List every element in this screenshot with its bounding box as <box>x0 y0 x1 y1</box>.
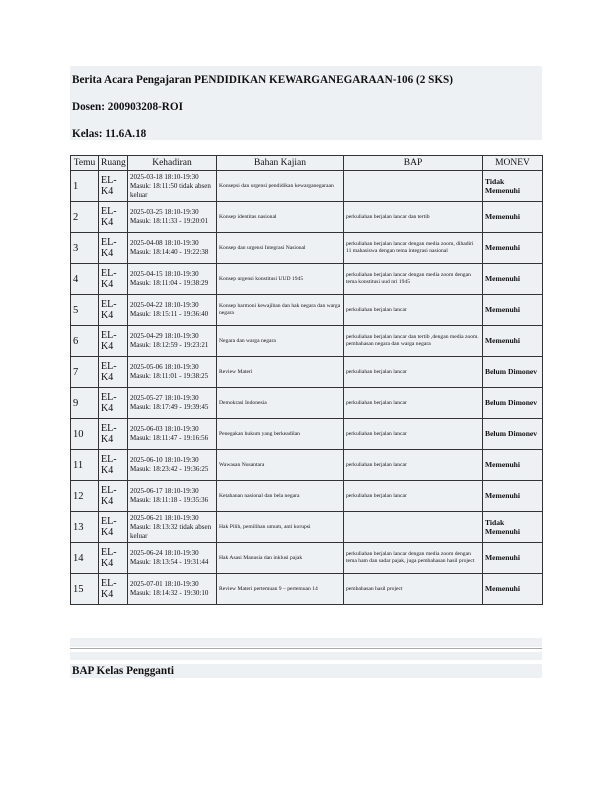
cell-monev: Memenuhi <box>483 450 543 481</box>
cell-kehadiran: 2025-06-21 18:10-19:30 Masuk: 18:13:32 tidak absen keluar <box>128 512 217 543</box>
cell-bahan: Konsep urgensi konstitusi UUD 1945 <box>217 264 344 295</box>
cell-bap: perkuliahan berjalan lancar <box>344 357 483 388</box>
cell-bap: perkuliahan berjalan lancar <box>344 450 483 481</box>
cell-temu: 10 <box>71 419 99 450</box>
table-body <box>71 171 543 605</box>
header-block <box>70 66 542 140</box>
cell-kehadiran: 2025-04-08 18:10-19:30 Masuk: 18:14:40 - 19:22:38 <box>128 233 217 264</box>
table-row <box>71 264 543 295</box>
separator-bar <box>70 638 542 647</box>
cell-bap: perkuliahan berjalan lancar dengan media zoom, dihadiri 11 mahasiswa dengan tema integrasi nasional <box>344 233 483 264</box>
cell-temu: 2 <box>71 202 99 233</box>
cell-temu: 12 <box>71 481 99 512</box>
table-header-row <box>71 156 543 171</box>
cell-temu: 3 <box>71 233 99 264</box>
cell-kehadiran: 2025-03-25 18:10-19:30 Masuk: 18:11:33 - 19:20:01 <box>128 202 217 233</box>
cell-bap: perkuliahan berjalan lancar <box>344 419 483 450</box>
cell-ruang: EL-K4 <box>99 326 128 357</box>
cell-ruang: EL-K4 <box>99 357 128 388</box>
cell-monev: Memenuhi <box>483 543 543 574</box>
cell-temu: 4 <box>71 264 99 295</box>
cell-bahan: Hak Asasi Manusia dan inklusi pajak <box>217 543 344 574</box>
cell-monev: Tidak Memenuhi <box>483 171 543 202</box>
cell-bahan: Negara dan warga negara <box>217 326 344 357</box>
cell-monev: Belum Dimonev <box>483 388 543 419</box>
column-header: Bahan Kajian <box>217 156 344 171</box>
cell-ruang: EL-K4 <box>99 295 128 326</box>
cell-bahan: Ketahanan nasional dan bela negara <box>217 481 344 512</box>
cell-monev: Memenuhi <box>483 264 543 295</box>
column-header: Ruang <box>99 156 128 171</box>
cell-ruang: EL-K4 <box>99 574 128 605</box>
cell-temu: 5 <box>71 295 99 326</box>
cell-kehadiran: 2025-04-22 18:10-19:30 Masuk: 18:15:11 - 19:36:40 <box>128 295 217 326</box>
cell-kehadiran: 2025-05-27 18:10-19:30 Masuk: 18:17:49 - 19:39:45 <box>128 388 217 419</box>
cell-bap: perkuliahan berjalan lancar dan tertib <box>344 202 483 233</box>
cell-temu: 6 <box>71 326 99 357</box>
cell-bap: perkuliahan berjalan lancar dengan media zoom dengan tema ham dan sadar pajak, juga pembahasan hasil project <box>344 543 483 574</box>
column-header: BAP <box>344 156 483 171</box>
cell-ruang: EL-K4 <box>99 450 128 481</box>
cell-temu: 14 <box>71 543 99 574</box>
cell-temu: 1 <box>71 171 99 202</box>
table-row <box>71 481 543 512</box>
pengganti-title: BAP Kelas Pengganti <box>72 665 174 677</box>
table-row <box>71 512 543 543</box>
divider <box>70 648 542 649</box>
cell-bahan: Konsep dan urgensi Integrasi Nasional <box>217 233 344 264</box>
table-row <box>71 295 543 326</box>
cell-kehadiran: 2025-07-01 18:10-19:30 Masuk: 18:14:32 - 19:30:10 <box>128 574 217 605</box>
column-header: Kehadiran <box>128 156 217 171</box>
cell-monev: Belum Dimonev <box>483 419 543 450</box>
cell-bap <box>344 512 483 543</box>
cell-ruang: EL-K4 <box>99 543 128 574</box>
cell-bap: perkuliahan berjalan lancar dan tertib ,dengan media zoom. pembahasan negara dan warga negara <box>344 326 483 357</box>
cell-kehadiran: 2025-06-17 18:10-19:30 Masuk: 18:11:18 - 19:35:36 <box>128 481 217 512</box>
cell-bap <box>344 171 483 202</box>
table-row <box>71 543 543 574</box>
cell-ruang: EL-K4 <box>99 388 128 419</box>
cell-temu: 11 <box>71 450 99 481</box>
cell-monev: Belum Dimonev <box>483 357 543 388</box>
cell-temu: 15 <box>71 574 99 605</box>
table-row <box>71 574 543 605</box>
table-row <box>71 388 543 419</box>
kelas-label: Kelas: 11.6A.18 <box>72 128 147 140</box>
table-row <box>71 202 543 233</box>
cell-monev: Memenuhi <box>483 574 543 605</box>
cell-bap: perkuliahan berjalan lancar <box>344 481 483 512</box>
cell-ruang: EL-K4 <box>99 233 128 264</box>
table-row <box>71 419 543 450</box>
cell-kehadiran: 2025-06-24 18:10-19:30 Masuk: 18:13:54 - 19:31:44 <box>128 543 217 574</box>
cell-bahan: Review Materi <box>217 357 344 388</box>
cell-ruang: EL-K4 <box>99 202 128 233</box>
cell-bap: perkuliahan berjalan lancar dengan media zoom dengan tema konstitusi uud nri 1945 <box>344 264 483 295</box>
cell-bahan: Konsepsi dan urgensi pendidikan kewarganegaraan <box>217 171 344 202</box>
cell-bahan: Konsep identitas nasional <box>217 202 344 233</box>
table-row <box>71 450 543 481</box>
pengganti-section <box>70 664 542 678</box>
table-row <box>71 326 543 357</box>
cell-ruang: EL-K4 <box>99 419 128 450</box>
cell-kehadiran: 2025-03-18 18:10-19:30 Masuk: 18:11:50 tidak absen keluar <box>128 171 217 202</box>
cell-bap: perkuliahan berjalan lancar <box>344 295 483 326</box>
cell-monev: Memenuhi <box>483 326 543 357</box>
cell-kehadiran: 2025-05-06 18:10-19:30 Masuk: 18:11:01 - 19:38:25 <box>128 357 217 388</box>
dosen-label: Dosen: 200903208-ROI <box>72 101 183 113</box>
cell-bahan: Penegakan hukum yang berkeadilan <box>217 419 344 450</box>
document-title: Berita Acara Pengajaran PENDIDIKAN KEWARGANEGARAAN-106 (2 SKS) <box>72 74 453 86</box>
separator-bar <box>70 652 542 660</box>
cell-kehadiran: 2025-06-03 18:10-19:30 Masuk: 18:11:47 - 19:16:56 <box>128 419 217 450</box>
cell-bahan: Konsep harmoni kewajiban dan hak negara dan warga negara <box>217 295 344 326</box>
table-row <box>71 357 543 388</box>
cell-bap: perkuliahan berjalan lancar <box>344 388 483 419</box>
cell-ruang: EL-K4 <box>99 481 128 512</box>
cell-kehadiran: 2025-04-15 18:10-19:30 Masuk: 18:11:04 - 19:38:29 <box>128 264 217 295</box>
table-row <box>71 171 543 202</box>
table-row <box>71 233 543 264</box>
cell-ruang: EL-K4 <box>99 264 128 295</box>
cell-temu: 9 <box>71 388 99 419</box>
bap-table <box>70 155 543 605</box>
cell-monev: Memenuhi <box>483 295 543 326</box>
cell-bap: pembahasan hasil project <box>344 574 483 605</box>
cell-monev: Memenuhi <box>483 233 543 264</box>
cell-temu: 13 <box>71 512 99 543</box>
cell-monev: Memenuhi <box>483 481 543 512</box>
cell-monev: Memenuhi <box>483 202 543 233</box>
cell-bahan: Wawasan Nusantara <box>217 450 344 481</box>
cell-ruang: EL-K4 <box>99 512 128 543</box>
cell-kehadiran: 2025-06-10 18:10-19:30 Masuk: 18:23:42 - 19:36:25 <box>128 450 217 481</box>
column-header: MONEV <box>483 156 543 171</box>
cell-ruang: EL-K4 <box>99 171 128 202</box>
cell-kehadiran: 2025-04-29 18:10-19:30 Masuk: 18:12:59 - 19:23:21 <box>128 326 217 357</box>
cell-bahan: Demokrasi Indonesia <box>217 388 344 419</box>
cell-monev: Tidak Memenuhi <box>483 512 543 543</box>
cell-bahan: Hak Pilih, pemilihan umum, anti korupsi <box>217 512 344 543</box>
cell-temu: 7 <box>71 357 99 388</box>
cell-bahan: Review Materi pertemuan 9 – pertemuan 14 <box>217 574 344 605</box>
column-header: Temu <box>71 156 99 171</box>
